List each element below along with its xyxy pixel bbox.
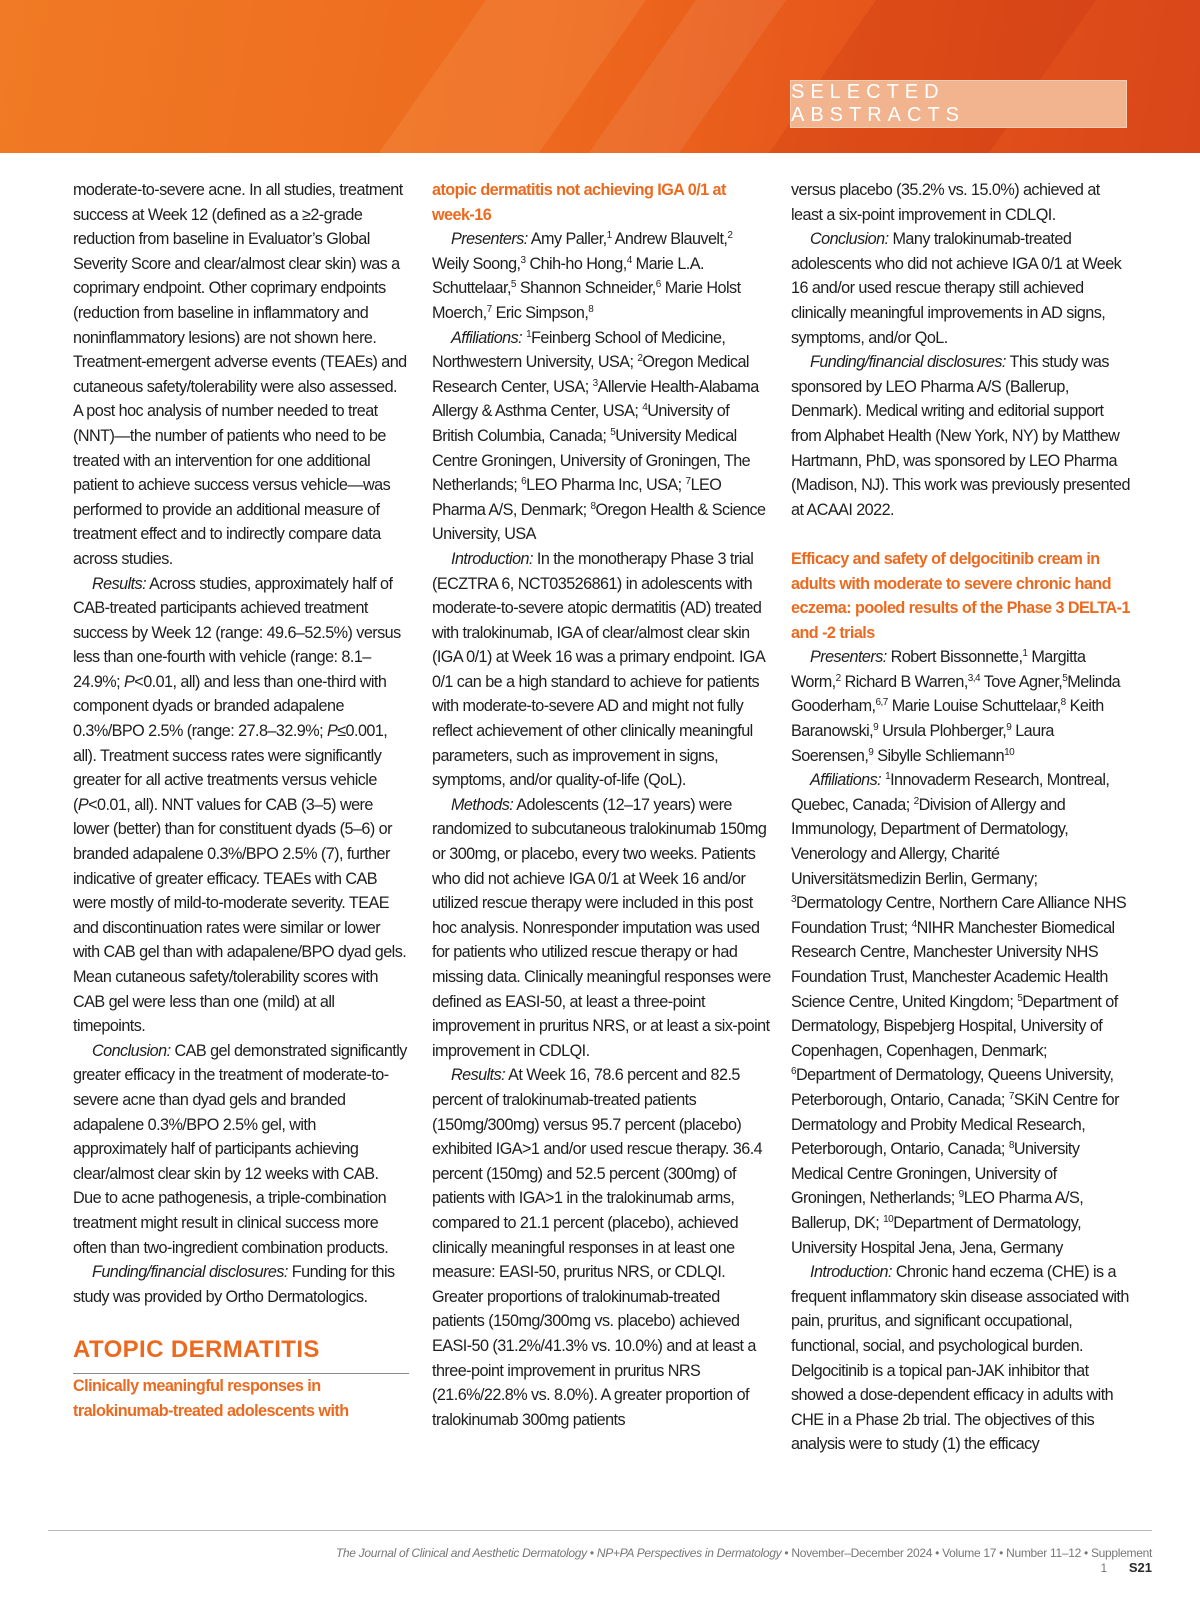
results-text: <0.01, all). NNT values for CAB (3–5) were lower (better) than for constituent dyads (5–6) or branded adapalene 0.3%/BPO 2.5% (7), further indicative of greater efficacy. TEAEs with CAB were mostly of mild-to-moderate severity. TEAE and discontinuation rates were similar or lower with CAB gel than with adapalene/BPO dyad gels. Mean cutaneous safety/tolerability scores with CAB gel were less than one (mild) at all timepoints. <box>73 795 407 1036</box>
introduction-label: Introduction: <box>810 1263 892 1282</box>
column-2 <box>432 178 772 1432</box>
page-number: S21 <box>1128 1560 1152 1575</box>
superscript: 4 <box>911 918 917 930</box>
presenter-name: Tove Agner, <box>980 672 1063 691</box>
superscript: 1 <box>606 230 612 242</box>
affiliation: Oregon Medical Research Center, USA; <box>432 353 749 396</box>
affiliation: LEO Pharma Inc, USA; <box>526 476 686 495</box>
affiliation: Department of Dermatology, University Hospital Jena, Jena, Germany <box>791 1213 1082 1257</box>
superscript: 6 <box>655 279 661 291</box>
affiliation: Feinberg School of Medicine, Northwestern University, USA; <box>432 328 726 372</box>
superscript: 5 <box>1062 672 1068 684</box>
footer-separator: • <box>586 1546 597 1560</box>
conclusion-text: Many tralokinumab-treated adolescents who did not achieve IGA 0/1 at Week 16 and/or used rescue therapy still achieved clinically meaningful improvements in AD signs, symptoms, and/or QoL. <box>791 230 1122 347</box>
results-label: Results: <box>451 1066 506 1085</box>
results-label: Results: <box>92 574 147 593</box>
footer-divider <box>48 1530 1152 1531</box>
superscript: 1 <box>526 328 532 340</box>
perspectives-name: NP+PA Perspectives in Dermatology <box>596 1546 782 1560</box>
presenter-name: Keith Baranowski, <box>791 697 1104 741</box>
page-footer <box>300 1546 1152 1575</box>
results <box>432 1063 772 1432</box>
presenter-name: Sibylle Schliemann <box>873 746 1005 765</box>
presenter-name: Richard B Warren, <box>840 672 968 691</box>
presenter-name: Amy Paller, <box>527 230 607 249</box>
superscript: 6,7 <box>875 697 888 709</box>
results-text: At Week 16, 78.6 percent and 82.5 percent of tralokinumab-treated patients (150mg/300mg) versus 95.7 percent (placebo) exhibited IGA>1 and/or used rescue therapy. 36.4 percent (150mg) and 52.5 percent (300mg) of patients with IGA>1 in the tralokinumab arms, compared to 21.1 percent (placebo), achieved clinically meaningful responses in at least one measure: EASI-50, pruritus NRS, or CDLQI. Greater proportions of tralokinumab-treated patients (150mg/300mg vs. placebo) achieved EASI-50 (31.2%/41.3% vs. 10.0%) and at least a three-point improvement in pruritus NRS (21.6%/22.8% vs. 8.0%). A greater proportion of tralokinumab 300mg patients <box>432 1066 763 1429</box>
affiliation: Innovaderm Research, Montreal, Quebec, Canada; <box>791 771 1110 814</box>
results-text: <0.01, all) and less than one-third with component dyads or branded adapalene 0.3%/BPO 2.5% (range: 27.8–32.9%; <box>73 672 387 741</box>
acne-funding <box>73 1260 409 1309</box>
results-text: ≤0.001, all). Treatment success rates were significantly greater for all active treatments versus vehicle ( <box>73 722 388 814</box>
presenter-name: Marie Holst Moerch, <box>432 279 741 322</box>
spacer <box>791 522 1131 547</box>
affiliation: Dermatology Centre, Northern Care Alliance NHS Foundation Trust; <box>791 894 1127 937</box>
banner-decoration <box>750 0 1110 153</box>
introduction-text: In the monotherapy Phase 3 trial (ECZTRA 6, NCT03526861) in adolescents with moderate-to-severe atopic dermatitis (AD) treated with tralokinumab, IGA of clear/almost clear skin (IGA 0/1) at Week 16 was a primary endpoint. IGA 0/1 can be a high standard to achieve for patients with moderate-to-severe AD and might not fully reflect achievement of other clinically meaningful parameters, such as improvement in signs, symptoms, and/or quality-of-life (QoL). <box>432 549 765 790</box>
affiliation: Oregon Health & Science University, USA <box>432 500 766 544</box>
methods-label: Methods: <box>451 795 514 814</box>
presenter-name: Laura Soerensen, <box>791 722 1054 765</box>
presenter-name: Marie L.A. Schuttelaar, <box>432 254 704 298</box>
affiliation: Allervie Health-Alabama Allergy & Asthma Center, USA; <box>432 377 759 421</box>
presenter-name: Weily Soong, <box>432 254 521 273</box>
introduction <box>432 547 772 793</box>
presenter-name: Andrew Blauvelt, <box>611 230 728 249</box>
superscript: 5 <box>610 426 616 438</box>
affiliation: Department of Dermatology, Bispebjerg Hospital, University of Copenhagen, Copenhagen, Denmark; <box>791 992 1118 1060</box>
superscript: 3,4 <box>967 672 981 684</box>
column-3 <box>791 178 1131 1457</box>
superscript: 7 <box>685 476 691 488</box>
superscript: 8 <box>1008 1140 1014 1152</box>
affiliation: LEO Pharma A/S, Ballerup, DK; <box>791 1189 1084 1232</box>
superscript: 2 <box>913 795 919 807</box>
conclusion-label: Conclusion: <box>810 230 889 249</box>
affiliations-label: Affiliations: <box>810 771 882 790</box>
presenter-name: Melinda Gooderham, <box>791 672 1121 716</box>
superscript: 7 <box>486 303 492 315</box>
results-continued: versus placebo (35.2% vs. 15.0%) achieved at least a six-point improvement in CDLQI. <box>791 181 1100 224</box>
superscript: 10 <box>1004 746 1015 758</box>
affiliations <box>791 768 1131 1260</box>
presenter-name: Robert Bissonnette, <box>886 648 1023 667</box>
affiliation: NIHR Manchester Biomedical Research Centre, Manchester University NHS Foundation Trust, Manchester Academic Health Science Centre, United Kingdom; <box>791 918 1115 1011</box>
presenters-label: Presenters: <box>810 648 887 667</box>
affiliations-label: Affiliations: <box>451 328 523 347</box>
funding-label: Funding/financial disclosures: <box>810 353 1006 372</box>
issue-info: • November–December 2024 • Volume 17 • Number 11–12 • Supplement 1 <box>781 1546 1152 1575</box>
abstract-title: Clinically meaningful responses in tralokinumab-treated adolescents with <box>73 1377 349 1420</box>
superscript: 9 <box>873 722 879 734</box>
presenters-label: Presenters: <box>451 230 528 249</box>
column-1 <box>73 178 409 1424</box>
funding-text: This study was sponsored by LEO Pharma A/S (Ballerup, Denmark). Medical writing and editorial support from Alphabet Health (New York, NY) by Matthew Hartmann, PhD, was sponsored by LEO Pharma (Madison, NJ). This work was previously presented at ACAAI 2022. <box>791 353 1130 519</box>
affiliations <box>432 326 772 547</box>
p-value-symbol: P <box>326 722 338 741</box>
abstract-title: Efficacy and safety of delgocitinib cream in adults with moderate to severe chronic hand eczema: pooled results of the Phase 3 DELTA-1 and -2 trials <box>791 549 1130 642</box>
presenter-name: Marie Louise Schuttelaar, <box>887 697 1061 716</box>
presenters <box>432 227 772 325</box>
superscript: 6 <box>791 1066 797 1078</box>
superscript: 9 <box>1006 722 1012 734</box>
introduction-label: Introduction: <box>451 549 533 568</box>
superscript: 9 <box>868 746 874 758</box>
presenters <box>791 645 1131 768</box>
header-banner <box>0 0 1200 153</box>
superscript: 4 <box>626 254 632 266</box>
affiliation: Department of Dermatology, Queens University, Peterborough, Ontario, Canada; <box>791 1066 1114 1109</box>
methods-text: Adolescents (12–17 years) were randomized to subcutaneous tralokinumab 150mg or 300mg, or placebo, every two weeks. Patients who did not achieve IGA 0/1 at Week 16 and/or utilized rescue therapy were included in this post hoc analysis. Nonresponder imputation was used for patients who utilized rescue therapy or had missing data. Clinically meaningful responses were defined as EASI-50, at least a three-point improvement in pruritus NRS, or at least a six-point improvement in CDLQI. <box>432 795 771 1060</box>
superscript: 7 <box>1008 1090 1014 1102</box>
acne-methods-text: moderate-to-severe acne. In all studies, treatment success at Week 12 (defined as a ≥2-grade reduction from baseline in Evaluator’s Global Severity Score and clear/almost clear skin) was a coprimary endpoint. Other coprimary endpoints (reduction from baseline in inflammatory and noninflammatory lesions) are not shown here. Treatment-emergent adverse events (TEAEs) and cutaneous safety/tolerability were also assessed. A post hoc analysis of number needed to treat (NNT)—the number of patients who need to be treated with an intervention for one additional patient to achieve success versus vehicle—was performed to provide an additional measure of treatment effect and to indirectly compare data across studies. <box>73 181 407 568</box>
section-heading-atopic-dermatitis: ATOPIC DERMATITIS <box>73 1335 409 1374</box>
acne-results <box>73 572 409 1039</box>
superscript: 1 <box>1022 648 1028 660</box>
affiliation: University Medical Centre Groningen, University of Groningen, The Netherlands; <box>432 426 751 495</box>
superscript: 8 <box>590 500 596 512</box>
section-label-box <box>790 80 1127 128</box>
affiliation: LEO Pharma A/S, Denmark; <box>432 476 722 519</box>
superscript: 2 <box>727 230 733 242</box>
affiliation: University of British Columbia, Canada; <box>432 402 730 445</box>
funding-text: Funding for this study was provided by Ortho Dermatologics. <box>73 1263 395 1306</box>
superscript: 8 <box>588 303 594 315</box>
superscript: 2 <box>637 353 643 365</box>
acne-conclusion <box>73 1039 409 1260</box>
affiliation: University Medical Centre Groningen, University of Groningen, Netherlands; <box>791 1140 1080 1208</box>
superscript: 5 <box>1017 992 1023 1004</box>
p-value-symbol: P <box>77 795 89 814</box>
conclusion <box>791 227 1131 350</box>
presenter-name: Ursula Plohberger, <box>878 722 1007 741</box>
superscript: 2 <box>835 672 841 684</box>
funding-label: Funding/financial disclosures: <box>92 1263 288 1282</box>
presenter-name: Shannon Schneider, <box>515 279 656 298</box>
methods <box>432 793 772 1064</box>
superscript: 3 <box>791 894 797 906</box>
journal-name: The Journal of Clinical and Aesthetic Dermatology <box>335 1546 587 1560</box>
abstract-title-continued: atopic dermatitis not achieving IGA 0/1 at week-16 <box>432 181 726 224</box>
affiliation: Division of Allergy and Immunology, Department of Dermatology, Venerology and Allergy, Charité Universitätsmedizin Berlin, Germany; <box>791 795 1069 888</box>
superscript: 3 <box>520 254 526 266</box>
introduction <box>791 1260 1131 1457</box>
presenter-name: Eric Simpson, <box>491 303 589 322</box>
affiliation: SKiN Centre for Dermatology and Probity Medical Research, Peterborough, Ontario, Canada; <box>791 1090 1119 1159</box>
superscript: 10 <box>883 1213 894 1225</box>
conclusion-text: CAB gel demonstrated significantly greater efficacy in the treatment of moderate-to-severe acne than dyad gels and branded adapalene 0.3%/BPO 2.5% gel, with approximately half of participants achieving clear/almost clear skin by 12 weeks with CAB. Due to acne pathogenesis, a triple-combination treatment might result in clinical success more often than two-ingredient combination products. <box>73 1041 407 1257</box>
section-label: SELECTED ABSTRACTS <box>791 81 966 126</box>
presenter-name: Chih-ho Hong, <box>525 254 627 273</box>
superscript: 8 <box>1060 697 1066 709</box>
superscript: 3 <box>592 377 598 389</box>
p-value-symbol: P <box>124 672 135 691</box>
superscript: 5 <box>510 279 516 291</box>
results-text: Across studies, approximately half of CAB-treated participants achieved treatment success by Week 12 (range: 49.6–52.5%) versus less than one-fourth with vehicle (range: 8.1–24.9%; <box>73 574 401 691</box>
superscript: 4 <box>642 402 648 414</box>
superscript: 1 <box>885 771 891 783</box>
funding <box>791 350 1131 522</box>
introduction-text: Chronic hand eczema (CHE) is a frequent inflammatory skin disease associated with pain, pruritus, and significant occupational, functional, social, and psychological burden. Delgocitinib is a topical pan-JAK inhibitor that showed a dose-dependent efficacy in adults with CHE in a Phase 2b trial. The objectives of this analysis were to study (1) the efficacy <box>791 1263 1129 1454</box>
superscript: 9 <box>958 1189 964 1201</box>
superscript: 6 <box>521 476 527 488</box>
presenter-name: Margitta Worm, <box>791 648 1086 691</box>
conclusion-label: Conclusion: <box>92 1041 171 1060</box>
